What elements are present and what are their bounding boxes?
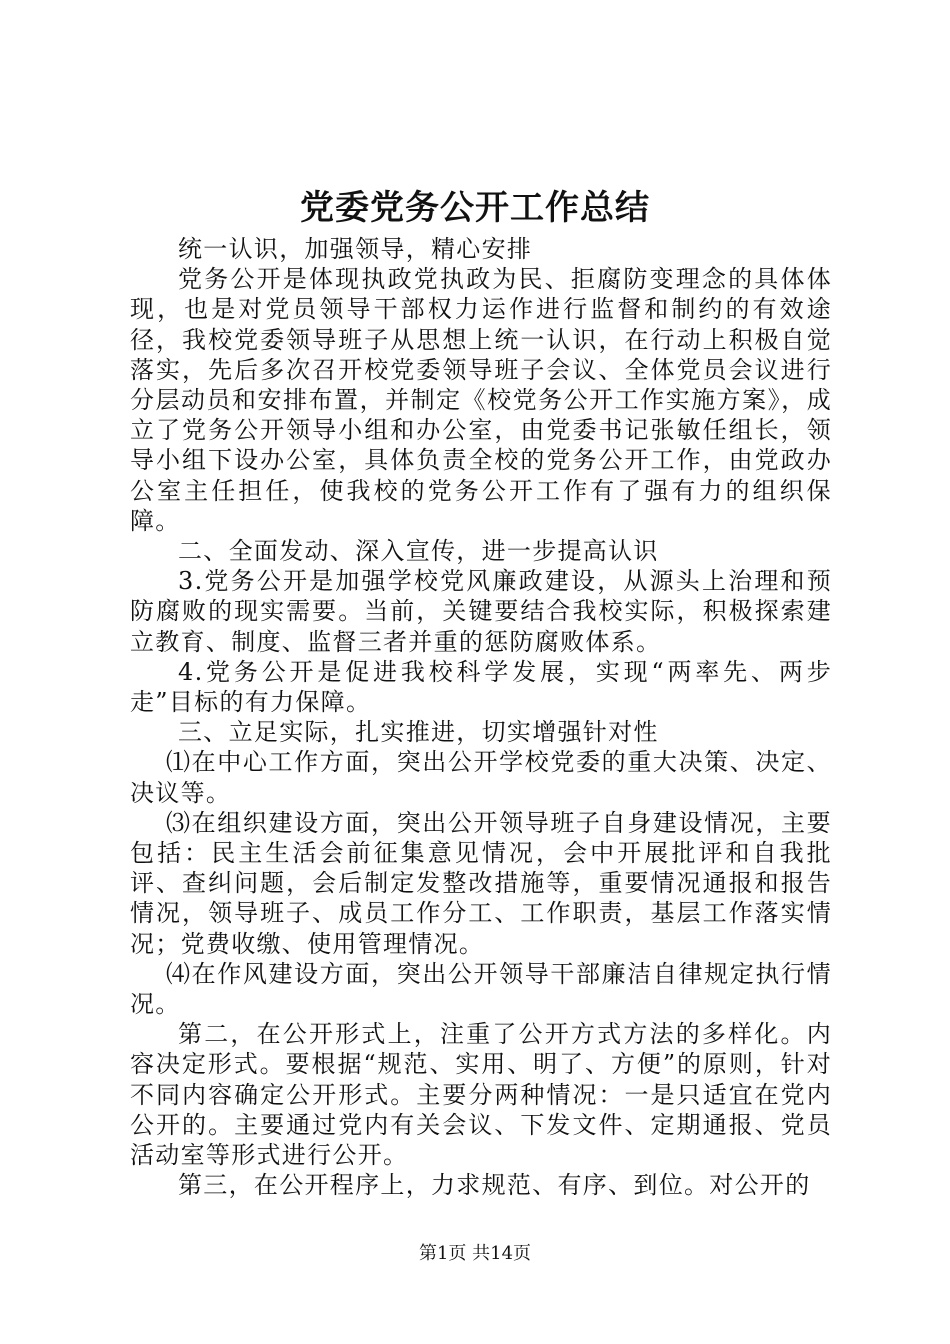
paragraph: 第三，在公开程序上，力求规范、有序、到位。对公开的 (178, 1171, 811, 1200)
paragraph: 第二，在公开形式上，注重了公开方式方法的多样化。内容决定形式。要根据“规范、实用、明了、方便”的原则，针对不同内容确定公开形式。主要分两种情况：一是只适宜在党内公开的。主要通过党内有关会议、下发文件、定期通报、党员活动室等形式进行公开。 (130, 1020, 832, 1170)
section-heading-2: 二、全面发动、深入宣传，进一步提高认识 (178, 537, 659, 566)
page-footer: 第1页 共14页 (418, 1243, 532, 1264)
list-item: ⑷在作风建设方面，突出公开领导干部廉洁自律规定执行情况。 (130, 959, 832, 1019)
paragraph: 党务公开是体现执政党执政为民、拒腐防变理念的具体体现，也是对党员领导干部权力运作进行监督和制约的有效途径，我校党委领导班子从思想上统一认识，在行动上积极自觉落实，先后多次召开校党委领导班子会议、全体党员会议进行分层动员和安排布置，并制定《校党务公开工作实施方案》，成立了党务公开领导小组和办公室，由党委书记张敏任组长，领导小组下设办公室，具体负责全校的党务公开工作，由党政办公室主任担任，使我校的党务公开工作有了强有力的组织保障。 (130, 265, 832, 535)
section-heading-1: 统一认识，加强领导，精心安排 (178, 235, 533, 263)
list-item: ⑶在组织建设方面，突出公开领导班子自身建设情况，主要包括：民主生活会前征集意见情况，会中开展批评和自我批评、查纠问题，会后制定发整改措施等，重要情况通报和报告情况，领导班子、成员工作分工、工作职责，基层工作落实情况；党费收缴、使用管理情况。 (130, 808, 832, 958)
section-heading-3: 三、立足实际，扎实推进，切实增强针对性 (178, 718, 659, 747)
document-body (130, 234, 832, 1201)
list-item: ⑴在中心工作方面，突出公开学校党委的重大决策、决定、决议等。 (130, 748, 832, 807)
paragraph: 3.党务公开是加强学校党风廉政建设，从源头上治理和预防腐败的现实需要。当前，关键要结合我校实际，积极探索建立教育、制度、监督三者并重的惩防腐败体系。 (130, 567, 832, 656)
paragraph: 4.党务公开是促进我校科学发展，实现“两率先、两步走”目标的有力保障。 (130, 657, 832, 717)
document-title: 党委党务公开工作总结 (300, 188, 650, 228)
